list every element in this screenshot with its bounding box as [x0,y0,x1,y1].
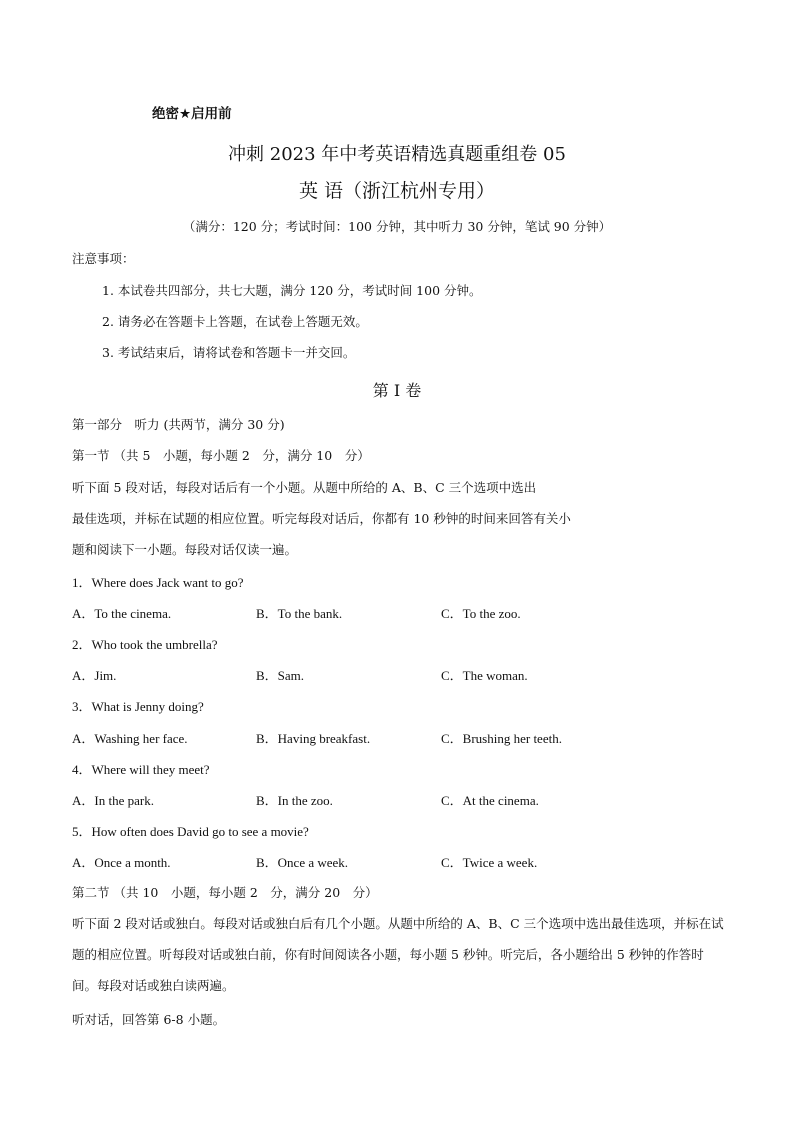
option-c: C．Twice a week. [441,855,538,870]
option-c: C．Brushing her teeth. [441,731,562,746]
confidential-label: 绝密★启用前 [152,106,232,122]
section2-prompt: 听对话，回答第 6-8 小题。 [72,1012,226,1027]
option-a: A．Washing her face. [72,731,188,746]
part1-heading: 第一部分 听力 (共两节，满分 30 分) [72,417,285,432]
notes-heading: 注意事项： [72,251,135,266]
option-b: B．Sam. [256,668,305,683]
exam-title: 冲刺 2023 年中考英语精选真题重组卷 05 [228,144,566,165]
section1-instruction: 听下面 5 段对话，每段对话后有一个小题。从题中所给的 A、B、C 三个选项中选出 [72,480,537,495]
option-c: C．The woman. [441,668,528,683]
section1-heading: 第一节 （共 5 小题，每小题 2 分，满分 10 分） [72,448,370,463]
note-item: 1. 本试卷共四部分，共七大题，满分 120 分，考试时间 100 分钟。 [102,283,482,298]
question-stem: 5．How often does David go to see a movie? [72,824,309,839]
section2-heading: 第二节 （共 10 小题，每小题 2 分，满分 20 分） [72,885,378,900]
question-stem: 2．Who took the umbrella? [72,637,218,652]
note-item: 2. 请务必在答题卡上答题，在试卷上答题无效。 [102,314,368,329]
section1-instruction: 题和阅读下一小题。每段对话仅读一遍。 [72,542,298,557]
option-a: A．To the cinema. [72,606,172,621]
volume-heading: 第 I 卷 [372,381,422,400]
option-b: B．In the zoo. [256,793,333,808]
option-b: B．Once a week. [256,855,349,870]
question-stem: 3．What is Jenny doing? [72,699,204,714]
option-b: B．To the bank. [256,606,343,621]
option-c: C．To the zoo. [441,606,521,621]
question-stem: 4．Where will they meet? [72,762,210,777]
note-item: 3. 考试结束后，请将试卷和答题卡一并交回。 [102,345,356,360]
option-c: C．At the cinema. [441,793,539,808]
option-a: A．Once a month. [72,855,171,870]
question-stem: 1．Where does Jack want to go? [72,575,244,590]
score-info: （满分：120 分；考试时间：100 分钟，其中听力 30 分钟，笔试 90 分钟） [182,219,612,234]
exam-subtitle: 英 语（浙江杭州专用） [298,180,496,202]
section1-instruction: 最佳选项，并标在试题的相应位置。听完每段对话后，你都有 10 秒钟的时间来回答有关小 [72,511,571,526]
section2-instruction: 听下面 2 段对话或独白。每段对话或独白后有几个小题。从题中所给的 A、B、C 三个选项中选出最佳选项，并标在试题的相应位置。听每段对话或独白前，你有时间阅读各小题，每小题 5 秒钟。听完后，各小题给出 5 秒钟的作答时间。每段对话或独白读两遍。 [72,916,724,993]
option-b: B．Having breakfast. [256,731,371,746]
option-a: A．In the park. [72,793,154,808]
option-a: A．Jim. [72,668,117,683]
